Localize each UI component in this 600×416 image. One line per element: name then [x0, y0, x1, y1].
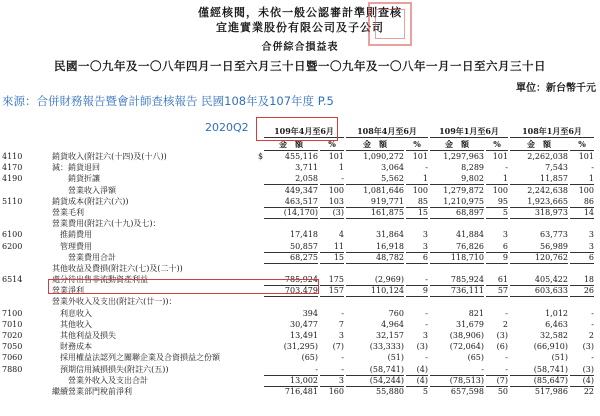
account-code: 4110	[2, 152, 23, 161]
pct-cell: 175	[320, 274, 344, 286]
pct-cell: 15	[320, 252, 344, 264]
amount-cell: 13,491	[290, 331, 318, 340]
account-code: 4190	[2, 174, 23, 184]
highlight-box-current-quarter	[256, 117, 338, 141]
amount-cell: (65)	[467, 353, 484, 363]
amount-cell: 2,242,638	[527, 185, 568, 195]
amount-cell: -	[264, 364, 318, 376]
pct-cell: -	[341, 308, 344, 318]
audit-disclaimer: 僅經核閱，未依一般公認審計準則查核	[198, 6, 402, 19]
table-row	[0, 319, 600, 330]
pct-cell: 11	[320, 241, 344, 253]
statement-title: 合併綜合損益表	[261, 42, 339, 53]
amount-cell: 31,679	[456, 319, 484, 329]
amount-cell: (2,969)	[346, 274, 404, 286]
amount-cell: 1,081,646	[363, 185, 404, 195]
pct-cell: -	[406, 274, 428, 286]
pct-cell: 14	[570, 207, 594, 219]
amount-cell: 455,116	[284, 152, 318, 161]
column-header-period: 108年1月至6月	[510, 126, 594, 138]
account-label: 銷貨收入(附註六(十四)及(十八))	[52, 152, 167, 161]
account-label: 減：銷貨退回	[52, 163, 100, 173]
table-row	[0, 364, 600, 375]
pct-cell: -	[486, 364, 508, 376]
table-row	[0, 162, 600, 173]
account-label: 營業收入淨額	[52, 185, 116, 195]
amount-cell: 8,289	[461, 163, 484, 173]
pct-cell: 22	[583, 386, 594, 396]
pct-cell: 3	[406, 241, 428, 253]
account-label: 營業外收入及支出(附註六(廿一))：	[52, 297, 177, 307]
amount-cell: 394	[302, 308, 318, 318]
account-code: 7880	[2, 364, 23, 374]
amount-cell: (14,170)	[264, 207, 318, 219]
pct-cell: -	[425, 308, 428, 318]
pct-cell: (4)	[570, 375, 594, 387]
amount-cell: 603,633	[510, 285, 568, 297]
amount-cell: 118,710	[430, 252, 484, 264]
amount-cell: (31,295)	[283, 342, 318, 352]
column-header-amount: 金 額	[264, 139, 318, 151]
column-header-period: 109年4月至6月	[264, 126, 344, 138]
account-code: 7100	[2, 308, 23, 318]
account-code: 7010	[2, 319, 23, 329]
amount-cell: (51)	[551, 353, 568, 363]
pct-cell: -	[425, 163, 428, 173]
amount-cell: 1,210,975	[430, 196, 484, 208]
pct-cell: 101	[492, 152, 508, 161]
account-code: 6100	[2, 230, 23, 240]
company-name: 宜進實業股份有限公司及子公司	[216, 21, 384, 34]
table-row	[0, 196, 600, 207]
account-label: 利息收入	[52, 308, 92, 318]
amount-cell: 760	[388, 308, 404, 318]
amount-cell: 11,857	[510, 173, 568, 185]
pct-cell: 157	[320, 285, 344, 297]
table-row	[0, 218, 600, 229]
pct-cell: (3)	[496, 331, 508, 340]
pct-cell: 5	[422, 386, 428, 396]
amount-cell: 161,875	[346, 207, 404, 219]
account-label: 其他利益及損失	[52, 331, 116, 340]
pct-cell: -	[591, 308, 594, 318]
pct-cell: -	[320, 364, 344, 376]
amount-cell: (85,647)	[510, 375, 568, 387]
pct-cell: (4)	[406, 364, 428, 376]
column-header-amount: 金 額	[510, 139, 568, 151]
amount-cell: 5,562	[346, 173, 404, 185]
account-label: 營業費用合計	[52, 252, 116, 262]
amount-cell: 405,422	[510, 274, 568, 286]
pct-cell: 1	[406, 173, 428, 185]
pct-cell: 3	[422, 331, 428, 340]
account-code: 5110	[2, 196, 23, 206]
pct-cell: (3)	[570, 364, 594, 376]
amount-cell: (66,910)	[533, 342, 568, 352]
column-header-amount: 金 額	[430, 139, 484, 151]
amount-cell: 1,923,665	[510, 196, 568, 208]
account-label: 推銷費用	[52, 230, 92, 240]
amount-cell: (72,064)	[449, 342, 484, 352]
pct-cell: -	[425, 353, 428, 363]
amount-cell: 68,897	[430, 207, 484, 219]
amount-cell: 736,111	[430, 285, 484, 297]
pct-cell: 3	[338, 331, 344, 340]
pct-cell: -	[505, 353, 508, 363]
amount-cell: 449,347	[284, 185, 318, 195]
pct-cell: 1	[486, 173, 508, 185]
pct-cell: -	[591, 319, 594, 329]
amount-cell: 919,771	[346, 196, 404, 208]
pct-cell: 3	[588, 230, 594, 240]
currency-unit: 單位：新台幣千元	[516, 83, 596, 94]
column-header-period: 109年1月至6月	[430, 126, 508, 138]
pct-cell: -	[505, 163, 508, 173]
table-row	[0, 386, 600, 397]
amount-cell: 703,479	[264, 285, 318, 297]
pct-cell: 5	[486, 207, 508, 219]
account-label: 採用權益法認列之關聯企業及合資損益之份額	[52, 353, 220, 363]
pct-cell: 101	[412, 152, 428, 161]
amount-cell: 17,418	[290, 230, 318, 240]
account-code: 7060	[2, 353, 23, 363]
table-row	[0, 252, 600, 263]
amount-cell: 76,826	[430, 241, 484, 253]
account-label: 銷貨折讓	[52, 174, 100, 184]
table-row	[0, 229, 600, 240]
amount-cell: 1,297,963	[443, 152, 484, 161]
pct-cell: 103	[320, 196, 344, 208]
account-code: 4170	[2, 163, 23, 173]
pct-cell: 101	[578, 152, 594, 161]
amount-cell: 2,262,038	[527, 152, 568, 161]
pct-cell: 100	[328, 185, 344, 195]
seal-stamp-icon	[368, 2, 412, 46]
pct-cell: -	[591, 353, 594, 363]
amount-cell: 56,989	[510, 241, 568, 253]
amount-cell: 3,711	[295, 163, 318, 173]
account-code: 7050	[2, 342, 23, 352]
table-row	[0, 241, 600, 252]
table-row	[0, 352, 600, 363]
pct-cell: 18	[570, 274, 594, 286]
amount-cell: 6,463	[545, 319, 568, 329]
amount-cell: 821	[468, 308, 484, 318]
pct-cell: 1	[338, 163, 344, 173]
income-statement-table	[0, 151, 600, 397]
amount-cell: 9,802	[430, 173, 484, 185]
amount-cell: 55,880	[376, 386, 404, 396]
pct-cell: 86	[570, 196, 594, 208]
amount-cell: 50,857	[264, 241, 318, 253]
pct-cell: -	[320, 173, 344, 185]
amount-cell: 4,964	[381, 319, 404, 329]
pct-cell: (3)	[320, 207, 344, 219]
amount-cell: 318,973	[510, 207, 568, 219]
pct-cell: 100	[412, 185, 428, 195]
pct-cell: 3	[570, 241, 594, 253]
pct-cell: 9	[406, 285, 428, 297]
account-label: 其他收益及費損(附註六(七)及(二十))	[52, 263, 183, 273]
pct-cell: (3)	[416, 342, 428, 352]
amount-cell: 1,279,872	[443, 185, 484, 195]
column-header-pct: %	[320, 139, 344, 151]
pct-cell: 6	[486, 241, 508, 253]
account-label: 預期信用減損損失(附註六(五))	[52, 364, 169, 374]
table-row	[0, 207, 600, 218]
account-label: 其他收入	[52, 319, 92, 329]
column-header-amount: 金 額	[346, 139, 404, 151]
pct-cell: (6)	[496, 342, 508, 352]
pct-cell: (3)	[582, 342, 594, 352]
amount-cell: 32,157	[376, 331, 404, 340]
amount-cell: 2,058	[264, 173, 318, 185]
amount-cell: (38,906)	[449, 331, 484, 340]
pct-cell: 95	[486, 196, 508, 208]
pct-cell: 100	[492, 185, 508, 195]
pct-cell: 3	[502, 230, 508, 240]
table-row	[0, 375, 600, 386]
amount-cell: 1,012	[545, 308, 568, 318]
pct-cell: 3	[422, 230, 428, 240]
account-code: 6200	[2, 241, 23, 251]
column-header-pct: %	[406, 139, 428, 151]
amount-cell: 716,481	[284, 386, 318, 396]
amount-cell: 31,864	[376, 230, 404, 240]
account-label: 營業淨利	[52, 286, 84, 296]
account-label: 繼續營業部門稅前淨利	[52, 386, 132, 396]
pct-cell: -	[425, 319, 428, 329]
pct-cell: 3	[320, 375, 344, 387]
source-note: 來源：合併財務報告暨會計師查核報告 民國108年及107年度 P.5	[2, 94, 334, 108]
pct-cell: 7	[338, 319, 344, 329]
pct-cell: 160	[328, 386, 344, 396]
amount-cell: 463,517	[264, 196, 318, 208]
amount-cell: -	[430, 364, 484, 376]
table-row	[0, 185, 600, 196]
pct-cell: 15	[406, 207, 428, 219]
amount-cell: 785,924	[430, 274, 484, 286]
amount-cell: 41,884	[456, 230, 484, 240]
account-label: 營業毛利	[52, 207, 84, 217]
amount-cell: (33,333)	[369, 342, 404, 352]
pct-cell: (7)	[332, 342, 344, 352]
account-code: 6514	[2, 275, 23, 285]
pct-cell: 6	[570, 252, 594, 264]
amount-cell: 30,477	[290, 319, 318, 329]
pct-cell: 61	[486, 274, 508, 286]
amount-cell: 3,064	[381, 163, 404, 173]
reporting-period: 民國一〇九年及一〇八年四月一日至六月三十日暨一〇九年及一〇八年一月一日至六月三十日	[54, 59, 546, 73]
amount-cell: 120,762	[510, 252, 568, 264]
pct-cell: (4)	[406, 375, 428, 387]
amount-cell: 657,598	[450, 386, 484, 396]
amount-cell: 32,582	[540, 331, 568, 340]
account-label: 營業費用(附註六(十九)及七)：	[52, 219, 161, 229]
pct-cell: 50	[497, 386, 508, 396]
amount-cell: 110,124	[346, 285, 404, 297]
amount-cell: 517,986	[534, 386, 568, 396]
table-row	[0, 330, 600, 341]
table-row	[0, 173, 600, 184]
account-label: 管理費用	[52, 241, 92, 251]
amount-cell: 48,782	[346, 252, 404, 264]
pct-cell: 6	[406, 252, 428, 264]
table-row	[0, 151, 600, 162]
highlight-box-disposal-gain	[48, 279, 319, 294]
pct-cell: 1	[570, 173, 594, 185]
pct-cell: 100	[578, 185, 594, 195]
account-label: 銷貨成本(附註六(六))	[52, 196, 129, 206]
pct-cell: (7)	[486, 375, 508, 387]
table-row	[0, 296, 600, 307]
amount-cell: 63,773	[540, 230, 568, 240]
account-code: 7020	[2, 331, 23, 340]
pct-cell: 85	[406, 196, 428, 208]
amount-cell: 7,543	[545, 163, 568, 173]
amount-cell: 68,275	[264, 252, 318, 264]
amount-cell: 13,002	[264, 375, 318, 387]
amount-cell: (58,741)	[346, 364, 404, 376]
amount-cell: 785,924	[264, 274, 318, 286]
column-header-pct: %	[570, 139, 594, 151]
pct-cell: 4	[338, 230, 344, 240]
pct-cell: -	[591, 163, 594, 173]
pct-cell: 57	[486, 285, 508, 297]
table-row	[0, 308, 600, 319]
amount-cell: (65)	[301, 353, 318, 363]
pct-cell: -	[505, 308, 508, 318]
pct-cell: 26	[570, 285, 594, 297]
pct-cell: 101	[328, 152, 344, 161]
account-label: 營業外收入及支出合計	[52, 375, 148, 385]
amount-cell: (54,244)	[346, 375, 404, 387]
amount-cell: 16,918	[346, 241, 404, 253]
pct-cell: 9	[486, 252, 508, 264]
pct-cell: 2	[502, 319, 508, 329]
amount-cell: 1,090,272	[363, 152, 404, 161]
currency-symbol: $	[258, 152, 264, 161]
table-row	[0, 263, 600, 274]
column-header-pct: %	[486, 139, 508, 151]
table-row	[0, 341, 600, 352]
amount-cell: (58,741)	[510, 364, 568, 376]
account-label: 處分待出售非流動資產利益	[52, 275, 148, 285]
column-header-period: 108年4月至6月	[346, 126, 428, 138]
amount-cell: (78,513)	[430, 375, 484, 387]
account-label: 財務成本	[52, 342, 92, 352]
pct-cell: 2	[588, 331, 594, 340]
pct-cell: -	[341, 353, 344, 363]
amount-cell: (51)	[387, 353, 404, 363]
quarter-tag: 2020Q2	[205, 121, 249, 134]
